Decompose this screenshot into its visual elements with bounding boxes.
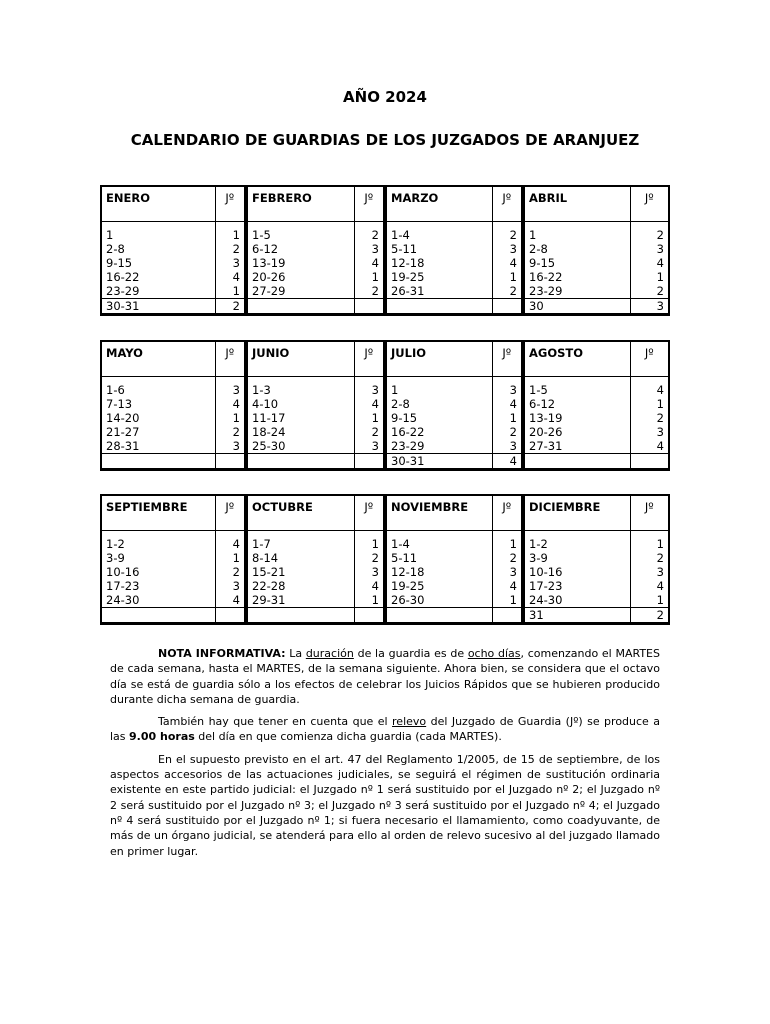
date-range-cell: 12-18 [385, 565, 492, 579]
court-column-header: Jº [630, 187, 668, 222]
date-range-cell: 14-20 [106, 411, 140, 425]
date-range-cell: 25-30 [246, 439, 354, 454]
date-range-cell: 1-2 [523, 537, 630, 551]
date-range-cell: 27-29 [246, 284, 354, 299]
month-name: ABRIL [523, 187, 630, 222]
date-range-cell: 12-18 [385, 256, 492, 270]
date-range-cell [102, 454, 215, 469]
court-number-cell: 4 [630, 579, 668, 593]
date-range-cell: 2-8 [106, 242, 125, 256]
court-number-cell: 4 [630, 383, 668, 397]
table-row [102, 299, 668, 314]
date-range-cell: 19-25 [385, 270, 492, 284]
date-range-cell: 24-30 [102, 593, 215, 608]
date-range-cell: 1-4 [385, 228, 492, 242]
month-name: JUNIO [246, 342, 354, 377]
date-range-cell: 1-5 [523, 383, 630, 397]
date-range-cell: 9-15 [385, 411, 492, 425]
guard-calendar-table [102, 342, 668, 469]
month-name: MARZO [385, 187, 492, 222]
court-column-header: Jº [630, 496, 668, 531]
date-range-cell: 1-5 [246, 228, 354, 242]
table-row [102, 565, 668, 579]
date-range-cell: 11-17 [246, 411, 354, 425]
date-range-cell: 6-12 [246, 242, 354, 256]
bold-time: 9.00 horas [129, 730, 195, 744]
table-row [102, 411, 668, 425]
table-row [102, 593, 668, 608]
date-range-cell: 20-26 [246, 270, 354, 284]
date-range-cell: 5-11 [385, 551, 492, 565]
court-number-cell: 4 [215, 593, 246, 608]
court-number-cell: 1 [492, 411, 523, 425]
court-number-cell: 3 [215, 439, 246, 454]
court-number-cell: 2 [215, 425, 246, 439]
date-range-cell: 1-7 [246, 537, 354, 551]
court-number-cell: 4 [492, 256, 523, 270]
date-range-cell: 18-24 [246, 425, 354, 439]
court-number-cell: 2 [630, 608, 668, 623]
court-number-cell: 4 [215, 397, 246, 411]
court-column-header: Jº [215, 342, 246, 377]
month-header-row [102, 342, 668, 377]
date-range-cell: 1-3 [246, 383, 354, 397]
date-range-cell: 23-29 [385, 439, 492, 454]
date-range-cell: 1-2 [106, 537, 125, 551]
court-column-header: Jº [215, 496, 246, 531]
date-range-cell: 30-31 [102, 299, 215, 314]
court-number-cell: 1 [354, 270, 385, 284]
month-name: OCTUBRE [246, 496, 354, 531]
table-row [102, 397, 668, 411]
court-number-cell: 4 [492, 579, 523, 593]
court-number-cell [215, 454, 246, 469]
note-paragraph-relief: También hay que tener en cuenta que el relevo del Juzgado de Guardia (Jº) se produce a las 9.00 horas del día en que comienza dicha guardia (cada MARTES). [110, 715, 660, 744]
table-row [102, 439, 668, 454]
court-number-cell: 1 [215, 551, 246, 565]
month-header-row [102, 187, 668, 222]
court-number-cell: 1 [630, 270, 668, 284]
table-row [102, 256, 668, 270]
court-number-cell: 4 [215, 270, 246, 284]
court-number-cell: 1 [492, 270, 523, 284]
court-number-cell: 1 [215, 284, 246, 299]
court-column-header: Jº [630, 342, 668, 377]
court-number-cell [354, 608, 385, 623]
date-range-cell [246, 454, 354, 469]
date-range-cell: 3-9 [106, 551, 125, 565]
month-name: ENERO [102, 187, 215, 222]
date-range-cell: 1-4 [385, 537, 492, 551]
court-number-cell: 1 [492, 593, 523, 608]
date-range-cell: 26-31 [385, 284, 492, 299]
month-name: NOVIEMBRE [385, 496, 492, 531]
date-range-cell: 1-6 [106, 383, 125, 397]
court-number-cell: 2 [354, 284, 385, 299]
date-range-cell [246, 299, 354, 314]
date-range-cell: 1 [523, 228, 630, 242]
court-number-cell: 4 [215, 537, 246, 551]
court-number-cell: 3 [354, 242, 385, 256]
court-number-cell: 4 [630, 256, 668, 270]
court-number-cell [215, 608, 246, 623]
court-number-cell: 1 [630, 397, 668, 411]
court-number-cell: 4 [354, 579, 385, 593]
court-number-cell: 3 [354, 439, 385, 454]
court-number-cell: 2 [215, 565, 246, 579]
date-range-cell [523, 454, 630, 469]
court-number-cell: 4 [354, 397, 385, 411]
date-range-cell: 28-31 [102, 439, 215, 454]
date-range-cell: 31 [523, 608, 630, 623]
date-range-cell: 20-26 [523, 425, 630, 439]
court-number-cell: 2 [492, 284, 523, 299]
court-number-cell: 2 [354, 228, 385, 242]
date-range-cell: 16-22 [523, 270, 630, 284]
court-number-cell: 4 [492, 397, 523, 411]
court-number-cell: 2 [630, 551, 668, 565]
table-row [102, 608, 668, 623]
table-row [102, 425, 668, 439]
table-row [102, 454, 668, 469]
court-number-cell: 1 [630, 537, 668, 551]
court-number-cell: 2 [215, 242, 246, 256]
table-row [102, 270, 668, 284]
court-number-cell: 3 [492, 565, 523, 579]
date-range-cell [385, 608, 492, 623]
court-number-cell [492, 299, 523, 314]
court-number-cell: 3 [492, 383, 523, 397]
month-name: SEPTIEMBRE [102, 496, 215, 531]
court-column-header: Jº [492, 496, 523, 531]
calendar-title: CALENDARIO DE GUARDIAS DE LOS JUZGADOS DE ARANJUEZ [130, 131, 640, 149]
date-range-cell: 17-23 [523, 579, 630, 593]
date-range-cell: 23-29 [523, 284, 630, 299]
court-number-cell: 2 [630, 284, 668, 299]
date-range-cell: 3-9 [523, 551, 630, 565]
month-name: JULIO [385, 342, 492, 377]
informative-notes [110, 646, 660, 866]
underlined-eight-days: ocho días [467, 647, 521, 660]
table-row [102, 579, 668, 593]
court-number-cell: 1 [630, 593, 668, 608]
table-row [102, 228, 668, 242]
court-number-cell: 1 [354, 593, 385, 608]
court-number-cell: 3 [215, 579, 246, 593]
date-range-cell: 29-31 [246, 593, 354, 608]
court-number-cell: 2 [354, 551, 385, 565]
date-range-cell: 27-31 [523, 439, 630, 454]
date-range-cell: 23-29 [102, 284, 215, 299]
court-column-header: Jº [354, 187, 385, 222]
court-column-header: Jº [215, 187, 246, 222]
court-number-cell: 3 [492, 439, 523, 454]
quarter-table-2 [100, 340, 670, 471]
month-name: MAYO [102, 342, 215, 377]
court-number-cell: 3 [215, 256, 246, 270]
date-range-cell: 30 [523, 299, 630, 314]
date-range-cell: 9-15 [523, 256, 630, 270]
month-name: AGOSTO [523, 342, 630, 377]
quarter-table-1 [100, 185, 670, 316]
court-number-cell: 2 [630, 411, 668, 425]
court-number-cell: 3 [354, 383, 385, 397]
date-range-cell: 9-15 [106, 256, 133, 270]
date-range-cell [385, 299, 492, 314]
note-paragraph-duration: NOTA INFORMATIVA: La duración de la guardia es de ocho días, comenzando el MARTES de cada semana, hasta el MARTES, de la semana siguiente. Ahora bien, se considera que el octavo día se está de guardia sólo a los efectos de celebrar los Juicios Rápidos que se hubieren producido durante dicha semana de guardia. [110, 647, 660, 706]
court-column-header: Jº [354, 496, 385, 531]
court-number-cell: 2 [630, 228, 668, 242]
year-title: AÑO 2024 [343, 88, 427, 106]
date-range-cell: 26-30 [385, 593, 492, 608]
date-range-cell: 22-28 [246, 579, 354, 593]
date-range-cell: 30-31 [385, 454, 492, 469]
court-number-cell: 1 [215, 411, 246, 425]
court-number-cell [354, 299, 385, 314]
court-number-cell: 4 [492, 454, 523, 469]
guard-calendar-table [102, 496, 668, 623]
court-number-cell: 3 [630, 242, 668, 256]
court-number-cell: 2 [354, 425, 385, 439]
court-number-cell: 2 [492, 425, 523, 439]
note-paragraph-substitution: En el supuesto previsto en el art. 47 del Reglamento 1/2005, de 15 de septiembre, de los aspectos accesorios de las actuaciones judiciales, se seguirá el régimen de sustitución ordinaria existente en este partido judicial: el Juzgado nº 1 será sustituido por el Juzgado nº 2; el Juzgado nº 2 será sustituido por el Juzgado nº 3; el Juzgado nº 3 será sustituido por el Juzgado nº 4; el Juzgado nº 4 será sustituido por el Juzgado nº 1; si fuera necesario el llamamiento, como coadyuvante, de más de un órgano judicial, se atenderá para ello al orden de relevo sucesivo al del juzgado llamado en primer lugar. [110, 752, 660, 858]
court-number-cell: 1 [354, 537, 385, 551]
date-range-cell: 24-30 [523, 593, 630, 608]
table-row [102, 284, 668, 299]
date-range-cell: 7-13 [106, 397, 133, 411]
date-range-cell: 4-10 [246, 397, 354, 411]
date-range-cell: 21-27 [106, 425, 140, 439]
guard-calendar-table [102, 187, 668, 314]
quarter-table-3 [100, 494, 670, 625]
court-number-cell [630, 454, 668, 469]
date-range-cell: 13-19 [246, 256, 354, 270]
date-range-cell: 19-25 [385, 579, 492, 593]
court-column-header: Jº [492, 187, 523, 222]
date-range-cell: 1 [106, 228, 114, 242]
court-column-header: Jº [492, 342, 523, 377]
court-number-cell [492, 608, 523, 623]
date-range-cell: 2-8 [523, 242, 630, 256]
date-range-cell: 2-8 [385, 397, 492, 411]
court-number-cell: 3 [630, 425, 668, 439]
court-number-cell [354, 454, 385, 469]
court-number-cell: 3 [492, 242, 523, 256]
court-number-cell: 2 [215, 299, 246, 314]
court-number-cell: 2 [492, 551, 523, 565]
court-column-header: Jº [354, 342, 385, 377]
court-number-cell: 4 [630, 439, 668, 454]
underlined-relief: relevo [392, 715, 427, 729]
date-range-cell: 1 [385, 383, 492, 397]
date-range-cell: 10-16 [523, 565, 630, 579]
court-number-cell: 1 [215, 228, 246, 242]
underlined-duration: duración [305, 647, 354, 660]
month-name: DICIEMBRE [523, 496, 630, 531]
date-range-cell [102, 608, 215, 623]
court-number-cell: 2 [492, 228, 523, 242]
date-range-cell: 17-23 [106, 579, 140, 593]
court-number-cell: 1 [492, 537, 523, 551]
date-range-cell: 16-22 [385, 425, 492, 439]
court-number-cell: 3 [630, 299, 668, 314]
month-header-row [102, 496, 668, 531]
note-label: NOTA INFORMATIVA: [158, 647, 286, 660]
table-row [102, 242, 668, 256]
date-range-cell: 15-21 [246, 565, 354, 579]
table-row [102, 383, 668, 397]
date-range-cell: 16-22 [106, 270, 140, 284]
date-range-cell: 6-12 [523, 397, 630, 411]
date-range-cell: 13-19 [523, 411, 630, 425]
date-range-cell: 8-14 [246, 551, 354, 565]
court-number-cell: 4 [354, 256, 385, 270]
court-number-cell: 3 [630, 565, 668, 579]
table-row [102, 551, 668, 565]
court-number-cell: 3 [354, 565, 385, 579]
court-number-cell: 3 [215, 383, 246, 397]
date-range-cell: 5-11 [385, 242, 492, 256]
month-name: FEBRERO [246, 187, 354, 222]
table-row [102, 537, 668, 551]
date-range-cell: 10-16 [106, 565, 140, 579]
court-number-cell: 1 [354, 411, 385, 425]
date-range-cell [246, 608, 354, 623]
